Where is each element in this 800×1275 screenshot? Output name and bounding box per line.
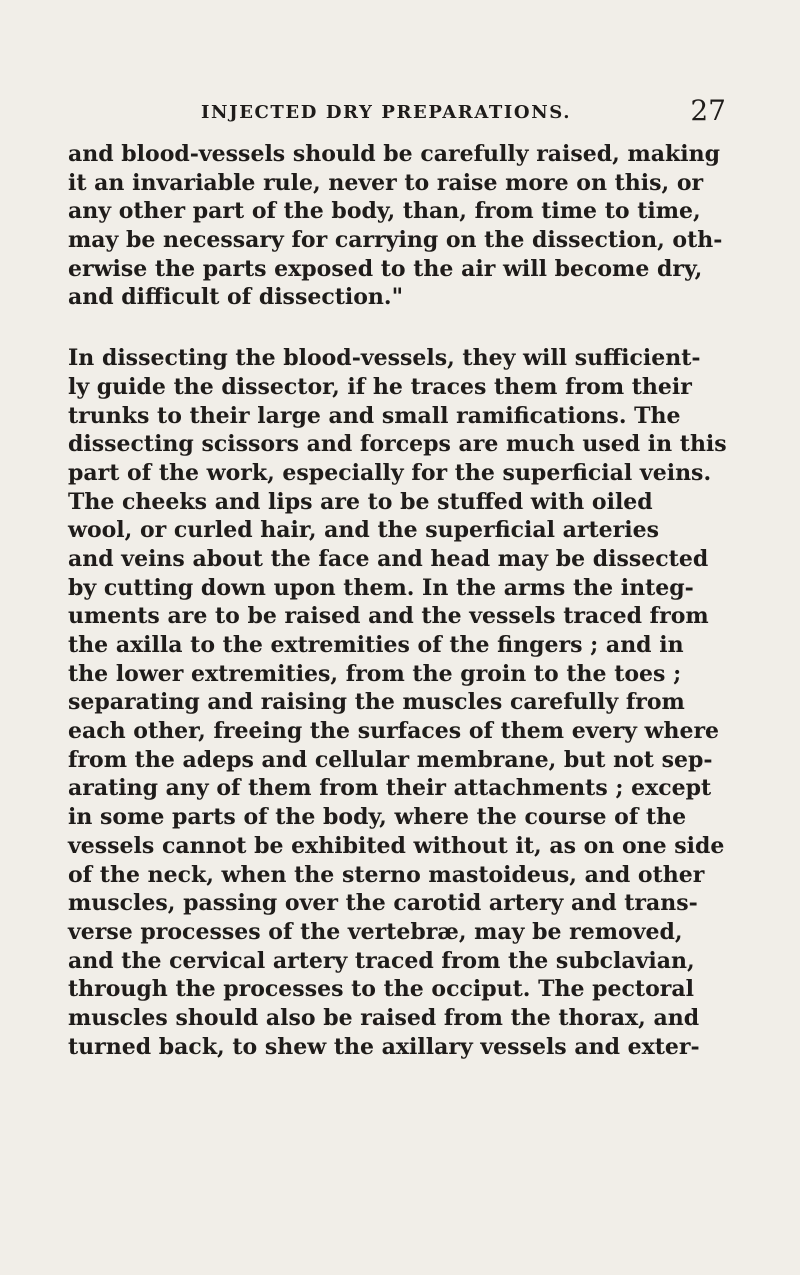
text-line: ly guide the dissector, if he traces them from their	[68, 373, 692, 400]
text-line: erwise the parts exposed to the air will become dry,	[68, 255, 703, 282]
paragraph-gap	[68, 312, 738, 344]
text-line: muscles, passing over the carotid artery and trans-	[68, 890, 698, 917]
text-line: wool, or curled hair, and the superficial arteries	[68, 517, 659, 544]
text-line: any other part of the body, than, from time to time,	[68, 198, 701, 225]
text-line: the lower extremities, from the groin to the toes ;	[68, 660, 682, 687]
text-line: part of the work, especially for the superficial veins.	[68, 459, 712, 486]
text-line: it an invariable rule, never to raise more on this, or	[68, 169, 704, 196]
text-line: separating and raising the muscles carefully from	[68, 689, 685, 716]
text-line: vessels cannot be exhibited without it, as on one side	[68, 832, 725, 859]
page-header	[68, 96, 738, 136]
text-line: from the adeps and cellular membrane, but not sep-	[68, 746, 713, 773]
paragraph-1	[68, 140, 738, 312]
text-line: each other, freeing the surfaces of them every where	[68, 718, 720, 745]
text-line: uments are to be raised and the vessels traced from	[68, 603, 709, 630]
text-line: and difficult of dissection."	[68, 284, 404, 311]
text-line: In dissecting the blood-vessels, they will sufficient-	[68, 345, 701, 372]
text-line: turned back, to shew the axillary vessels and exter-	[68, 1033, 700, 1060]
text-line: the axilla to the extremities of the fingers ; and in	[68, 632, 684, 658]
text-line: in some parts of the body, where the course of the	[68, 804, 687, 831]
text-line: muscles should also be raised from the thorax, and	[68, 1004, 700, 1031]
text-line: verse processes of the vertebræ, may be removed,	[68, 918, 683, 945]
paragraph-2	[68, 344, 738, 1061]
text-line: by cutting down upon them. In the arms the integ-	[68, 574, 694, 601]
page-number: 27	[690, 94, 726, 127]
body-text	[68, 140, 738, 1061]
running-head: INJECTED DRY PREPARATIONS.	[201, 102, 572, 123]
text-line: The cheeks and lips are to be stuffed with oiled	[68, 488, 653, 515]
text-line: and blood-vessels should be carefully raised, making	[68, 141, 720, 167]
text-line: through the processes to the occiput. The pectoral	[68, 976, 694, 1003]
text-line: of the neck, when the sterno mastoideus, and other	[68, 861, 705, 888]
text-line: trunks to their large and small ramifications. The	[68, 402, 681, 429]
text-line: and veins about the face and head may be dissected	[68, 545, 709, 572]
text-line: and the cervical artery traced from the subclavian,	[68, 947, 695, 974]
text-line: arating any of them from their attachments ; except	[68, 775, 712, 802]
text-line: dissecting scissors and forceps are much used in this	[68, 431, 727, 458]
text-line: may be necessary for carrying on the dissection, oth-	[68, 227, 723, 254]
